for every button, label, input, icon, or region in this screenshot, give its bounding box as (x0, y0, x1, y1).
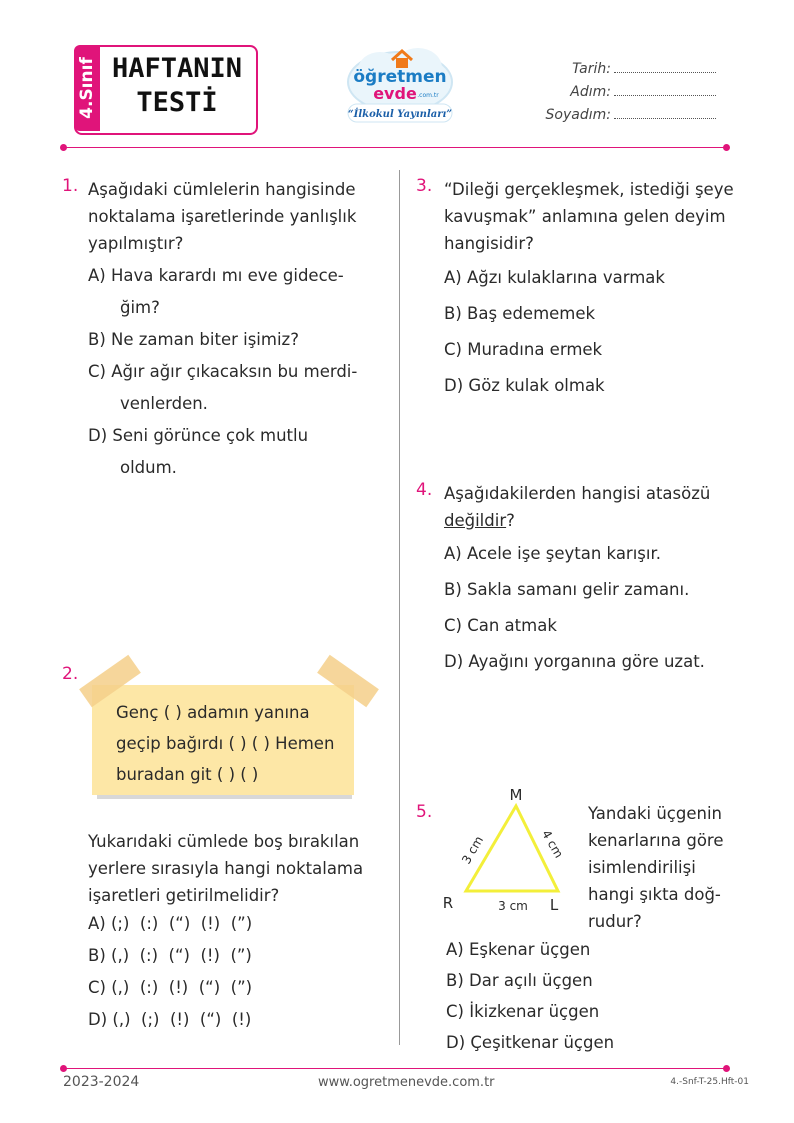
q4-stem: Aşağıdakilerden hangisi atasözü değildir? (444, 484, 711, 530)
q2-option-b[interactable]: B) (,) (:) (“) (!) (”) (88, 946, 252, 965)
q5-options (446, 934, 614, 1058)
q4-options (444, 536, 705, 680)
q5-number: 5. (416, 802, 433, 822)
side-bottom-label: 3 cm (498, 899, 528, 913)
q3-option-c[interactable]: C) Muradına ermek (444, 340, 603, 359)
q4-negation: değildir (444, 511, 507, 530)
q4-option-a[interactable]: A) Acele işe şeytan karışır. (444, 544, 661, 563)
test-title (100, 52, 254, 120)
q1-option-c[interactable]: C) Ağır ağır çıkacaksın bu merdi- (88, 362, 358, 381)
vertex-r-label: R (442, 894, 454, 912)
q5-option-d[interactable]: D) Çeşitkenar üçgen (446, 1033, 615, 1052)
column-divider (399, 170, 400, 1045)
footer-year: 2023-2024 (63, 1074, 140, 1090)
q1-number: 1. (62, 176, 79, 196)
note-sentence: Genç ( ) adamın yanına geçip bağırdı ( ) ( ) Hemen buradan git ( ) ( ) (116, 703, 335, 784)
q2-option-c[interactable]: C) (,) (:) (!) (“) (”) (88, 978, 253, 997)
q2-options (88, 908, 252, 1036)
q1-option-a[interactable]: A) Hava karardı mı eve gidece- (88, 266, 344, 285)
q4-option-c[interactable]: C) Can atmak (444, 616, 557, 635)
name-field[interactable]: Adım: (546, 81, 716, 104)
q2-stem: Yukarıdaki cümlede boş bırakılan yerlere sırasıyla hangi noktalama işaretleri getirilmelidir? (88, 832, 364, 905)
q5-option-c[interactable]: C) İkizkenar üçgen (446, 1002, 600, 1021)
q2-option-a[interactable]: A) (;) (:) (“) (!) (”) (88, 914, 253, 933)
footer-divider (63, 1068, 727, 1069)
title-line-1: HAFTANIN (111, 53, 243, 84)
header-divider (63, 147, 727, 148)
logo-text-bottom: evde (373, 84, 417, 103)
q3-option-a[interactable]: A) Ağzı kulaklarına varmak (444, 268, 665, 287)
q3-option-b[interactable]: B) Baş edememek (444, 304, 596, 323)
q3-option-d[interactable]: D) Göz kulak olmak (444, 376, 605, 395)
logo-tagline: “İlkokul Yayınları” (347, 109, 453, 120)
q4-option-b[interactable]: B) Sakla samanı gelir zamanı. (444, 580, 690, 599)
q1-options: A) Hava karardı mı eve gidece- ğim? B) Ne zaman biter işimiz? C) Ağır ağır çıkacaksın bu merdi- venlerden. D) Seni görünce çok mutlu oldum. (88, 260, 388, 484)
q5-option-a[interactable]: A) Eşkenar üçgen (446, 940, 591, 959)
q3-stem: “Dileği gerçekleşmek, istediği şeye kavuşmak” anlamına gelen deyim hangisidir? (444, 180, 734, 253)
vertex-m-label: M (509, 786, 523, 804)
footer-website[interactable]: www.ogretmenevde.com.tr (318, 1075, 495, 1090)
grade-label: 4.Sınıf (77, 57, 97, 119)
student-info (546, 58, 716, 127)
q2-option-d[interactable]: D) (,) (;) (!) (“) (!) (88, 1010, 252, 1029)
logo-domain: .com.tr (417, 92, 439, 99)
q1-option-d[interactable]: D) Seni görünce çok mutlu (88, 426, 309, 445)
surname-field[interactable]: Soyadım: (546, 104, 716, 127)
q5-stem: Yandaki üçgenin kenarlarına göre isimlendirilişi hangi şıkta doğ- rudur? (588, 804, 724, 931)
logo-cloud-icon (340, 40, 460, 135)
q3-options (444, 260, 665, 404)
q1-option-b[interactable]: B) Ne zaman biter işimiz? (88, 330, 299, 349)
q5-option-b[interactable]: B) Dar açılı üçgen (446, 971, 593, 990)
title-line-2: TESTİ (136, 87, 218, 118)
q4-number: 4. (416, 480, 433, 500)
vertex-l-label: L (549, 896, 559, 914)
logo-text-top: öğretmen (353, 67, 447, 87)
date-field[interactable]: Tarih: (546, 58, 716, 81)
publisher-logo (340, 40, 460, 135)
q4-option-d[interactable]: D) Ayağını yorganına göre uzat. (444, 652, 705, 671)
side-left-label: 3 cm (459, 833, 487, 867)
grade-tab (74, 45, 100, 131)
q1-stem: Aşağıdaki cümlelerin hangisinde noktalama işaretlerinde yanlışlık yapılmıştır? (88, 180, 357, 253)
triangle-figure (436, 786, 586, 916)
q2-number: 2. (62, 664, 79, 684)
q3-number: 3. (416, 176, 433, 196)
side-right-label: 4 cm (538, 827, 566, 861)
footer-code: 4.-Snf-T-25.Hft-01 (670, 1077, 749, 1087)
